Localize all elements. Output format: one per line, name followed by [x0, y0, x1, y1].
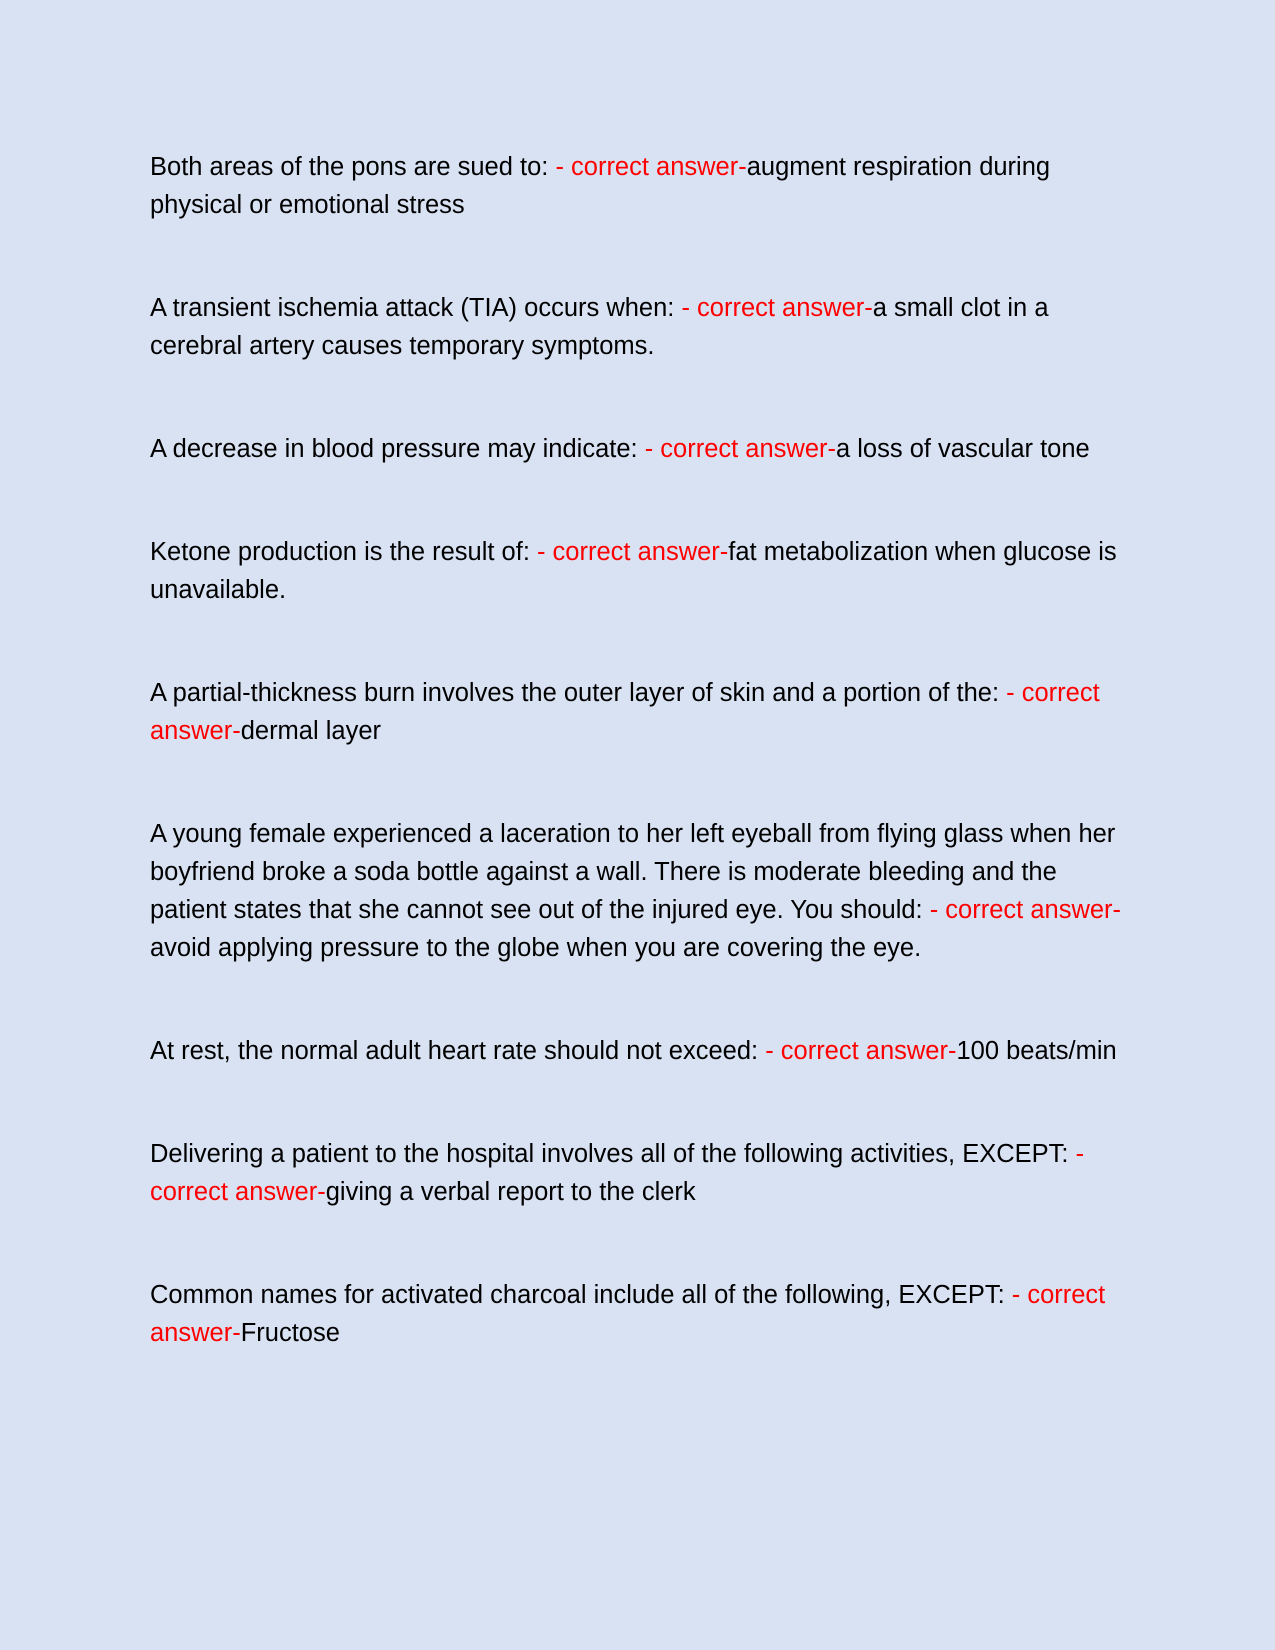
answer-text: fat metabolization when glucose is unavailable. [150, 538, 1117, 604]
document-page [150, 148, 1130, 1417]
qa-item [150, 289, 1130, 365]
question-text: A partial-thickness burn involves the outer layer of skin and a portion of the: [150, 679, 1007, 707]
answer-text: avoid applying pressure to the globe when you are covering the eye. [150, 934, 922, 962]
question-text: Ketone production is the result of: [150, 538, 537, 566]
question-text: Common names for activated charcoal include all of the following, EXCEPT: [150, 1281, 1012, 1309]
qa-item [150, 148, 1130, 224]
answer-marker: - correct answer- [765, 1037, 957, 1065]
qa-item [150, 1276, 1130, 1352]
answer-text: dermal layer [240, 717, 382, 745]
qa-item [150, 674, 1130, 750]
question-text: Both areas of the pons are sued to: [150, 153, 556, 181]
answer-text: a small clot in a cerebral artery causes temporary symptoms. [150, 294, 1049, 360]
answer-marker: - correct answer- [644, 435, 836, 463]
qa-item [150, 1135, 1130, 1211]
answer-text: a loss of vascular tone [836, 435, 1090, 463]
qa-item [150, 430, 1130, 468]
question-text: A young female experienced a laceration to her left eyeball from flying glass when her boyfriend broke a soda bottle against a wall. There is moderate bleeding and the patient states that she cannot see out of the injured eye. You should: [150, 820, 1116, 924]
qa-item [150, 815, 1130, 967]
answer-text: giving a verbal report to the clerk [325, 1178, 696, 1206]
answer-text: 100 beats/min [956, 1037, 1117, 1065]
question-text: A decrease in blood pressure may indicate: [150, 435, 645, 463]
answer-marker: - correct answer- [536, 538, 729, 566]
answer-text: augment respiration during physical or emotional stress [150, 153, 1051, 219]
answer-marker: - correct answer- [150, 679, 1100, 745]
answer-marker: - correct answer- [150, 1281, 1106, 1347]
answer-marker: - correct answer- [929, 896, 1122, 924]
qa-item [150, 533, 1130, 609]
question-text: At rest, the normal adult heart rate should not exceed: [150, 1037, 766, 1065]
answer-marker: - correct answer- [555, 153, 747, 181]
answer-marker: - correct answer- [681, 294, 873, 322]
question-text: A transient ischemia attack (TIA) occurs when: [150, 294, 682, 322]
answer-text: Fructose [240, 1319, 340, 1347]
answer-marker: - correct answer- [150, 1140, 1085, 1206]
qa-item [150, 1032, 1130, 1070]
question-text: Delivering a patient to the hospital involves all of the following activities, EXCEPT: [150, 1140, 1076, 1168]
